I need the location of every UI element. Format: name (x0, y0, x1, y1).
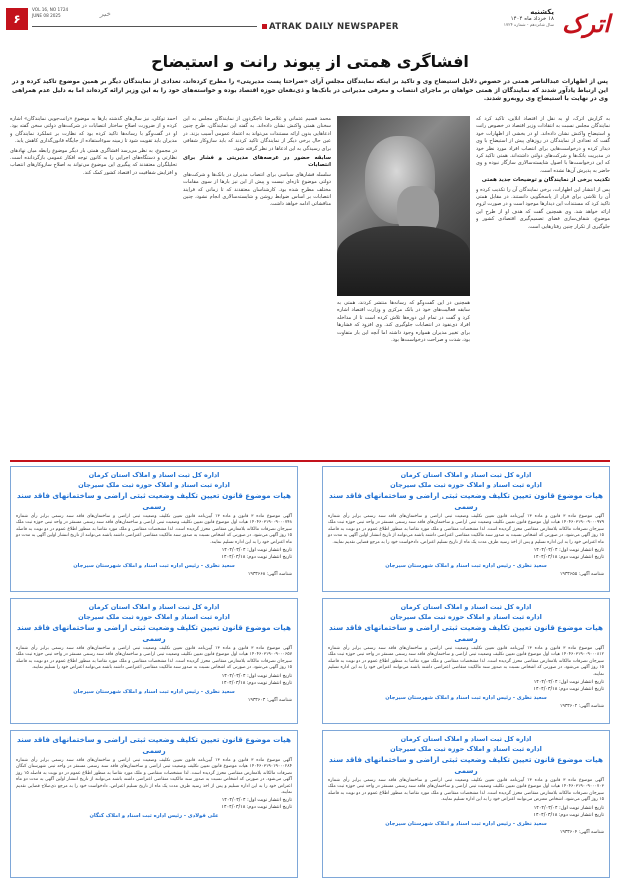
notice-sub: اداره ثبت اسناد و املاک حوزه ثبت ملک سیرجان (78, 481, 230, 489)
legal-notice (322, 598, 610, 724)
notice-org: اداره کل ثبت اسناد و املاک استان کرمان (88, 471, 220, 479)
notice-title: هیات موضوع قانون تعیین تکلیف وضعیت ثبتی اراضی و ساختمانهای فاقد سند رسمی (17, 735, 291, 755)
section-name: خبر (100, 10, 111, 18)
notice-date-2: تاریخ انتشار نوبت دوم: ۱۴۰۴/۰۳/۱۸ (533, 812, 604, 818)
notice-body: آگهی موضوع ماده ۳ قانون و ماده ۱۳ آیین‌نامه قانون تعیین تکلیف وضعیت ثبتی اراضی و ساختمان‌های فاقد سند رسمی برابر رأی شماره ۱۴۰۴۶۰۳۱۹۰۰۹۰۰۰۷۴۸ هیات اول موضوع قانون تعیین تکلیف وضعیت ثبتی اراضی و ساختمان‌های فاقد سند رسمی مستقر در واحد ثبتی حوزه ثبت ملک سیرجان تصرفات مالکانه بلامعارض متقاضی محرز گردیده است. لذا مشخصات متقاضی و ملک مورد تقاضا به منظور اطلاع عموم در دو نوبت به فاصله ۱۵ روز آگهی می‌شود. در صورتی که اشخاص نسبت به صدور سند مالکیت متقاضی اعتراضی داشته باشند می‌توانند از تاریخ انتشار اولین آگهی به مدت دو ماه اعتراض خود را به این اداره تسلیم نمایند. (16, 514, 292, 545)
notice-signature: علی فولادی - رئیس اداره ثبت اسناد و املاک کنگان (89, 813, 219, 820)
date-day: یکشنبه (530, 8, 554, 16)
article-paragraph: همچنین در این گفت‌وگو که رسانه‌ها منتشر کردند، همتی به سابقه فعالیت‌های خود در بانک مرکزی و وزارت اقتصاد اشاره کرد و گفت در تمام این دوره‌ها تلاش کرده است تا از مداخله افراد ذی‌نفوذ در انتصابات جلوگیری کند. وی افزود که فشارها برای تغییر مدیران همواره وجود داشته اما آنچه این بار متفاوت بود، شدت و صراحت درخواست‌ها بود. (337, 300, 470, 344)
notice-sub: اداره ثبت اسناد و املاک حوزه ثبت ملک سیرجان (390, 613, 542, 621)
notice-sub: اداره ثبت اسناد و املاک حوزه ثبت ملک سیرجان (78, 613, 230, 621)
notice-body: آگهی موضوع ماده ۳ قانون و ماده ۱۳ آیین‌نامه قانون تعیین تکلیف وضعیت ثبتی اراضی و ساختمان‌های فاقد سند رسمی برابر رأی شماره ۱۴۰۴۶۰۳۱۹۰۰۹۰۰۰۶۵۷ هیات اول موضوع قانون تعیین تکلیف وضعیت ثبتی اراضی و ساختمان‌های فاقد سند رسمی مستقر در واحد ثبتی حوزه ثبت ملک سیرجان تصرفات مالکانه بلامعارض متقاضی محرز گردیده است. لذا مشخصات متقاضی و ملک مورد تقاضا به منظور اطلاع عموم در دو نوبت به فاصله ۱۵ روز آگهی می‌شود. در صورتی که اشخاص نسبت به صدور سند مالکیت متقاضی اعتراضی داشته باشند می‌توانند اعتراض خود را تسلیم نمایند. (16, 646, 292, 671)
notice-title: هیات موضوع قانون تعیین تکلیف وضعیت ثبتی اراضی و ساختمانهای فاقد سند رسمی (329, 491, 603, 511)
notice-body: آگهی موضوع ماده ۳ قانون و ماده ۱۳ آیین‌نامه قانون تعیین تکلیف وضعیت ثبتی اراضی و ساختمان‌های فاقد سند رسمی برابر رأی شماره ۱۴۰۴۶۰۳۱۹۰۱۹۰۰۰۲۸۴ هیات موضوع قانون تعیین تکلیف وضعیت ثبتی اراضی و ساختمان‌های فاقد سند رسمی مستقر در واحد ثبتی شهرستان کنگان تصرفات مالکانه بلامعارض متقاضی محرز گردیده است. لذا مشخصات متقاضی و ملک مورد تقاضا به منظور اطلاع عموم در دو نوبت به فاصله ۱۵ روز آگهی می‌شود. در صورتی که اشخاص نسبت به صدور سند مالکیت متقاضی اعتراضی داشته باشند می‌توانند از تاریخ انتشار اولین آگهی به مدت دو ماه اعتراض خود را به این اداره تسلیم و پس از اخذ رسید ظرف مدت یک ماه از تاریخ تسلیم اعتراض، دادخواست خود را به مرجع ذی‌صلاح قضایی تقدیم نمایند. (16, 758, 292, 796)
newspaper-logo (558, 4, 614, 42)
article-paragraph: احمد توکلی، نیز سال‌های گذشته بارها به موضوع «رانت‌جویی نمایندگان» اشاره کرده و از ضرورت اصلاح ساختار انتصابات در شرکت‌های دولتی سخن گفته بود. او در گفت‌وگو با رسانه‌ها تاکید کرده بود که نظارت بر عملکرد نمایندگان و مدیران باید تقویت شود تا زمینه سوءاستفاده از جایگاه قانون‌گذاری کاهش یابد. (10, 116, 177, 145)
section-separator (10, 460, 610, 462)
notice-date-1: تاریخ انتشار نوبت اول: ۱۴۰۴/۰۳/۰۴ (533, 805, 604, 811)
notice-org: اداره کل ثبت اسناد و املاک استان کرمان (400, 735, 532, 743)
notice-body: آگهی موضوع ماده ۳ قانون و ماده ۱۳ آیین‌نامه قانون تعیین تکلیف وضعیت ثبتی اراضی و ساختمان‌های فاقد سند رسمی برابر رأی شماره ۱۴۰۴۶۰۳۱۹۰۰۹۰۰۰۹۷۹ هیات اول موضوع قانون تعیین تکلیف وضعیت ثبتی اراضی و ساختمان‌های فاقد سند رسمی مستقر در واحد ثبتی حوزه ثبت ملک سیرجان تصرفات مالکانه بلامعارض متقاضی محرز گردیده است. لذا مشخصات متقاضی و ملک مورد تقاضا به منظور اطلاع عموم در دو نوبت به فاصله ۱۵ روز آگهی می‌شود. در صورتی که اشخاص نسبت به صدور سند مالکیت متقاضی اعتراضی داشته باشند می‌توانند از تاریخ انتشار اولین آگهی به مدت دو ماه اعتراض خود را به این اداره تسلیم و پس از اخذ رسید ظرف مدت یک ماه از تاریخ تسلیم اعتراض، دادخواست خود را به مرجع قضایی تقدیم نمایند. (328, 514, 604, 545)
newspaper-name-text: ATRAK DAILY NEWSPAPER (269, 22, 399, 32)
notice-body: آگهی موضوع ماده ۳ قانون و ماده ۱۳ آیین‌نامه قانون تعیین تکلیف وضعیت ثبتی اراضی و ساختمان‌های فاقد سند رسمی برابر رأی شماره ۱۴۰۴۶۰۳۱۹۰۰۹۰۰۰۸۱۲ هیات اول موضوع قانون تعیین تکلیف وضعیت ثبتی اراضی و ساختمان‌های فاقد سند رسمی مستقر در واحد ثبتی حوزه ثبت ملک سیرجان تصرفات مالکانه بلامعارض متقاضی محرز گردیده است. لذا مشخصات متقاضی و ملک مورد تقاضا به منظور اطلاع عموم در دو نوبت به فاصله ۱۵ روز آگهی می‌شود. در صورتی که اشخاص نسبت به صدور سند مالکیت متقاضی اعتراضی داشته باشند می‌توانند اعتراض خود را به این اداره تسلیم نمایند. (328, 646, 604, 677)
article-column-1 (476, 116, 610, 456)
notice-date-1: تاریخ انتشار نوبت اول: ۱۴۰۴/۰۳/۰۴ (221, 798, 292, 804)
notice-date-1: تاریخ انتشار نوبت اول: ۱۴۰۴/۰۳/۰۴ (221, 548, 292, 554)
date-sub: سال شانزدهم - شماره ۱۷۲۴ (503, 22, 554, 27)
page-number: ۶ (6, 8, 28, 30)
notice-body: آگهی موضوع ماده ۳ قانون و ماده ۱۳ آیین‌نامه قانون تعیین تکلیف وضعیت ثبتی اراضی و ساختمان‌های فاقد سند رسمی برابر رأی شماره ۱۴۰۴۶۰۳۱۹۰۰۹۰۰۰۷۰۳ هیات اول موضوع قانون تعیین تکلیف وضعیت ثبتی اراضی و ساختمان‌های فاقد سند رسمی مستقر در واحد ثبتی حوزه ثبت ملک سیرجان تصرفات مالکانه بلامعارض متقاضی محرز گردیده است. لذا مشخصات متقاضی و ملک مورد تقاضا به منظور اطلاع عموم در دو نوبت به فاصله ۱۵ روز آگهی می‌شود. اشخاص معترض می‌توانند اعتراض خود را به این اداره تسلیم نمایند. (328, 778, 604, 803)
notice-title: هیات موضوع قانون تعیین تکلیف وضعیت ثبتی اراضی و ساختمانهای فاقد سند رسمی (17, 623, 291, 643)
notice-signature: سعید نظری - رئیس اداره ثبت اسناد و املاک شهرستان سیرجان (73, 563, 235, 570)
legal-notice (322, 466, 610, 592)
legal-notice (322, 730, 610, 878)
logo-text: اترک (561, 8, 611, 38)
article-column-3 (183, 116, 331, 456)
masthead (0, 4, 620, 44)
notice-title: هیات موضوع قانون تعیین تکلیف وضعیت ثبتی اراضی و ساختمانهای فاقد سند رسمی (17, 491, 291, 511)
notice-org: اداره کل ثبت اسناد و املاک استان کرمان (88, 603, 220, 611)
notice-sub: اداره ثبت اسناد و املاک حوزه ثبت ملک سیرجان (390, 745, 542, 753)
volume-info (32, 7, 68, 19)
headline: افشاگری همتی از پیوند رانت و استیضاح (151, 52, 469, 71)
notice-sub: اداره ثبت اسناد و املاک حوزه ثبت ملک سیرجان (390, 481, 542, 489)
article-subhead: تکذیب برخی از نمایندگان و توضیحات جدید همتی (481, 177, 610, 184)
photo-suit (337, 226, 470, 296)
article-subhead: سابقه حضور در عرصه‌های مدیریتی و فشار برای انتصابات (183, 155, 331, 169)
lead-paragraph: پس از اظهارات عبدالناصر همتی در خصوص دلایل استیضاح وی و تاکید بر اینکه نمایندگان مجلس آرای «صراحتا پست مدیریتی» را مطرح کرده‌اند، تعدادی از نمایندگان دیگر بر همین موضوع تاکید کرده و در این ارتباط یادآور شدند که نمایندگان از همتی خواهان بر ماجرای انتصاب و معرفی مدیرانی در بانک‌ها و ذی‌نفعان حوزه اقتصاد بوده و خواسته‌های خود را به این وزیر ارائه کرده‌اند اما به دلیل عدم همراهی وی در نهایت با استیضاح وی روبه‌رو شدند. (12, 78, 608, 103)
notice-id: شناسه آگهی: ۱۹۳۳۶۰۲ (559, 704, 604, 710)
notice-id: شناسه آگهی: ۱۹۳۳۶۰۳ (247, 697, 292, 703)
notice-date-2: تاریخ انتشار نوبت دوم: ۱۴۰۴/۰۳/۱۸ (533, 687, 604, 693)
newspaper-name (262, 22, 399, 32)
notice-date-2: تاریخ انتشار نوبت دوم: ۱۴۰۴/۰۳/۱۸ (221, 555, 292, 561)
article-paragraph: پس از انتشار این اظهارات، برخی نمایندگان آن را تکذیب کرده و آن را تلاشی برای فرار از پاسخگویی دانستند. در مقابل همتی تاکید کرد که مستندات این دیدارها موجود است و در صورت لزوم ارائه خواهد شد. وی همچنین گفت که هدف او از طرح این موضوع، شفاف‌سازی فضای تصمیم‌گیری اقتصادی کشور و جلوگیری از تکرار چنین رفتارهایی است. (476, 186, 610, 230)
notice-title: هیات موضوع قانون تعیین تکلیف وضعیت ثبتی اراضی و ساختمانهای فاقد سند رسمی (329, 623, 603, 643)
notice-date-2: تاریخ انتشار نوبت دوم: ۱۴۰۴/۰۳/۱۸ (533, 555, 604, 561)
article-paragraph: سلسله فشارهای سیاسی برای انتصاب مدیران در بانک‌ها و شرکت‌های دولتی موضوع تازه‌ای نیست و پیش از این نیز بارها از سوی مقامات مختلف مطرح شده بود. کارشناسان معتقدند که تا زمانی که فرایند انتصابات بر اساس ضوابط روشن و شایسته‌سالاری انجام نشود، چنین مناقشاتی ادامه خواهد داشت. (183, 171, 331, 208)
article-paragraph: به گزارش اترک، او به نقل از اقتصاد آنلاین، تاکید کرد که نمایندگان مجلس نسبت به انتقادات وزیر اقتصاد در خصوص رانت و استیضاح واکنش نشان داده‌اند. او در بخشی از اظهارات خود گفت که تعدادی از نمایندگان در روزهای پیش از استیضاح با وی دیدار کرده و درخواست‌هایی برای انتصاب افراد مورد نظر خود در مدیریت بانک‌ها و شرکت‌های دولتی داشته‌اند. همتی تاکید کرد که این درخواست‌ها با اصول شایسته‌سالاری سازگار نبوده و وی حاضر به پذیرش آن‌ها نشده است. (476, 116, 610, 174)
notice-date-1: تاریخ انتشار نوبت اول: ۱۴۰۴/۰۳/۰۴ (533, 548, 604, 554)
legal-notice (10, 598, 298, 724)
article-photo (337, 116, 470, 296)
date-block (444, 8, 554, 27)
notice-id: شناسه آگهی: ۱۹۳۳۶۶۸ (247, 572, 292, 578)
article-column-4 (10, 116, 177, 456)
notice-date-1: تاریخ انتشار نوبت اول: ۱۴۰۴/۰۳/۰۴ (533, 680, 604, 686)
volume-date: JUNE 08 2025 (32, 13, 61, 18)
volume-number: VOL 16, NO 1724 (32, 7, 69, 12)
red-square-icon (262, 24, 267, 29)
notice-signature: سعید نظری - رئیس اداره ثبت اسناد و املاک شهرستان سیرجان (73, 688, 235, 695)
article-column-2 (337, 300, 470, 456)
notice-date-2: تاریخ انتشار نوبت دوم: ۱۴۰۴/۰۳/۱۸ (221, 680, 292, 686)
notice-id: شناسه آگهی: ۱۹۳۳۶۰۴ (559, 829, 604, 835)
notice-signature: سعید نظری - رئیس اداره ثبت اسناد و املاک شهرستان سیرجان (385, 820, 547, 827)
notice-date-2: تاریخ انتشار نوبت دوم: ۱۴۰۴/۰۳/۱۸ (221, 805, 292, 811)
notice-org: اداره کل ثبت اسناد و املاک استان کرمان (400, 471, 532, 479)
legal-notice (10, 730, 298, 878)
notice-title: هیات موضوع قانون تعیین تکلیف وضعیت ثبتی اراضی و ساختمانهای فاقد سند رسمی (329, 755, 603, 775)
article-paragraph: محمد قسیم عثمانی و غلامرضا تاجگردون از نمایندگان مجلس به این سخنان همتی واکنش نشان داده‌اند. به گفته این نمایندگان، طرح چنین ادعاهایی بدون ارائه مستندات می‌تواند به اعتماد عمومی آسیب بزند. در عین حال برخی دیگر از نمایندگان تاکید کردند که باید سازوکار شفافی برای رسیدگی به این ادعاها در نظر گرفته شود. (183, 116, 331, 152)
notice-signature: سعید نظری - رئیس اداره ثبت اسناد و املاک شهرستان سیرجان (385, 695, 547, 702)
notice-signature: سعید نظری - رئیس اداره ثبت اسناد و املاک شهرستان سیرجان (385, 563, 547, 570)
notice-date-1: تاریخ انتشار نوبت اول: ۱۴۰۴/۰۳/۰۴ (221, 673, 292, 679)
article-paragraph: در مجموع، به نظر می‌رسد افشاگری همتی بار دیگر موضوع رابطه میان نهادهای نظارتی و دستگاه‌های اجرایی را به کانون توجه افکار عمومی بازگردانده است. تحلیلگران معتقدند که پیگیری این موضوع می‌تواند به اصلاح سازوکارهای انتصاب و افزایش شفافیت در اقتصاد کشور کمک کند. (10, 147, 177, 176)
date-line: ۱۸ خرداد ماه ۱۴۰۴ (510, 16, 554, 22)
notice-org: اداره کل ثبت اسناد و املاک استان کرمان (400, 603, 532, 611)
notice-id: شناسه آگهی: ۱۹۳۳۶۵۵ (559, 572, 604, 578)
header-rule (32, 26, 257, 27)
legal-notice (10, 466, 298, 592)
